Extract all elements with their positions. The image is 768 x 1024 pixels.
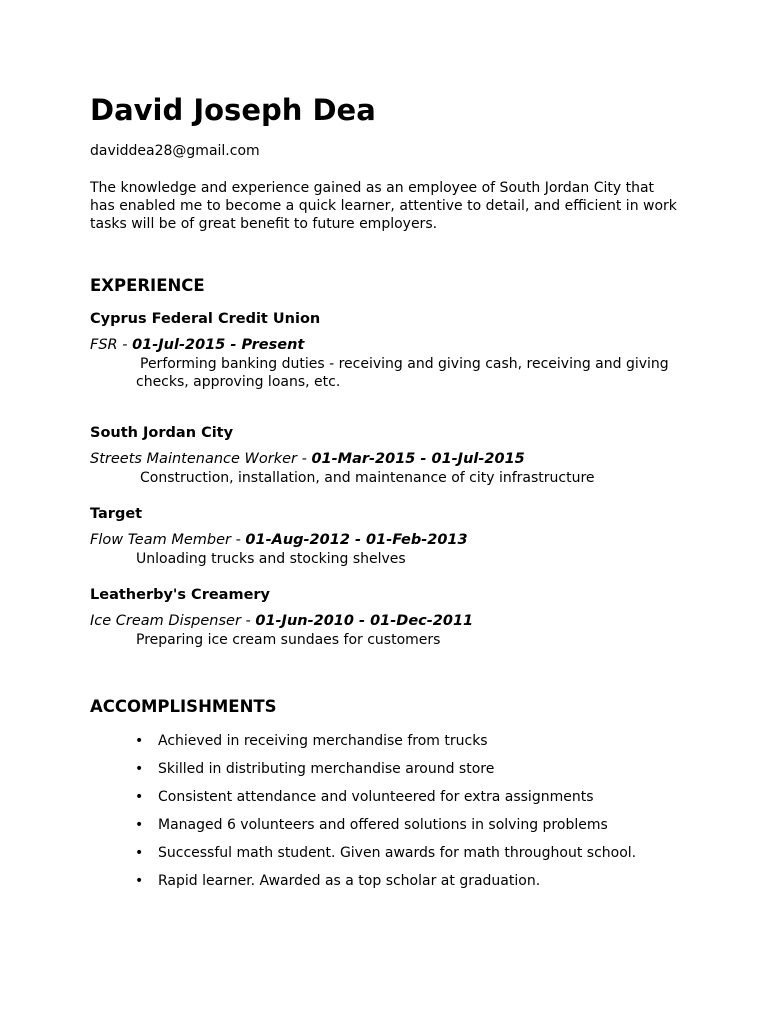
list-item-text: Managed 6 volunteers and offered solutions in solving problems — [158, 817, 608, 833]
resume-name: David Joseph Dea — [90, 93, 376, 127]
summary-paragraph: The knowledge and experience gained as an employee of South Jordan City that has enabled me to become a quick learner, attentive to detail, and efficient in work tasks will be of great benefit to future employers. — [90, 180, 677, 232]
list-item — [132, 844, 636, 872]
job-dates: 01-Mar-2015 - 01-Jul-2015 — [311, 451, 525, 467]
job-separator: - — [117, 337, 133, 353]
job-separator: - — [296, 451, 312, 467]
job-title: Ice Cream Dispenser — [90, 613, 241, 629]
employer-name: South Jordan City — [90, 425, 234, 441]
job-title: Streets Maintenance Worker — [90, 451, 297, 467]
list-item — [132, 816, 636, 844]
list-item-text: Successful math student. Given awards for math throughout school. — [158, 845, 637, 861]
job-duties: Performing banking duties - receiving and giving cash, receiving and giving checks, approving loans, etc. — [136, 356, 669, 390]
job-role-line — [90, 336, 304, 354]
job-duties: Construction, installation, and maintenance of city infrastructure — [140, 470, 595, 486]
accomplishments-list — [132, 732, 636, 900]
job-separator: - — [230, 532, 246, 548]
job-role-line — [90, 450, 525, 468]
list-item — [132, 760, 636, 788]
email-address: daviddea28@gmail.com — [90, 143, 260, 159]
bullet-icon: • — [135, 817, 144, 833]
job-duties: Preparing ice cream sundaes for customers — [136, 632, 441, 648]
bullet-icon: • — [135, 873, 144, 889]
bullet-icon: • — [135, 845, 144, 861]
list-item-text: Consistent attendance and volunteered for extra assignments — [158, 789, 594, 805]
employer-name: Target — [90, 506, 143, 522]
employer-name: Cyprus Federal Credit Union — [90, 311, 321, 327]
employer-name: Leatherby's Creamery — [90, 587, 271, 603]
list-item — [132, 732, 636, 760]
list-item — [132, 788, 636, 816]
job-role-line — [90, 531, 468, 549]
job-dates: 01-Jul-2015 - Present — [132, 337, 305, 353]
list-item-text: Skilled in distributing merchandise around store — [158, 761, 495, 777]
bullet-icon: • — [135, 789, 144, 805]
job-title: Flow Team Member — [90, 532, 231, 548]
list-item — [132, 872, 636, 900]
bullet-icon: • — [135, 761, 144, 777]
job-title: FSR — [90, 337, 118, 353]
experience-heading: EXPERIENCE — [90, 276, 205, 295]
job-separator: - — [240, 613, 256, 629]
list-item-text: Achieved in receiving merchandise from trucks — [158, 733, 488, 749]
bullet-icon: • — [135, 733, 144, 749]
list-item-text: Rapid learner. Awarded as a top scholar at graduation. — [158, 873, 541, 889]
job-role-line — [90, 612, 473, 630]
accomplishments-heading: ACCOMPLISHMENTS — [90, 697, 277, 716]
job-dates: 01-Aug-2012 - 01-Feb-2013 — [245, 532, 468, 548]
job-duties: Unloading trucks and stocking shelves — [136, 551, 406, 567]
job-dates: 01-Jun-2010 - 01-Dec-2011 — [255, 613, 474, 629]
